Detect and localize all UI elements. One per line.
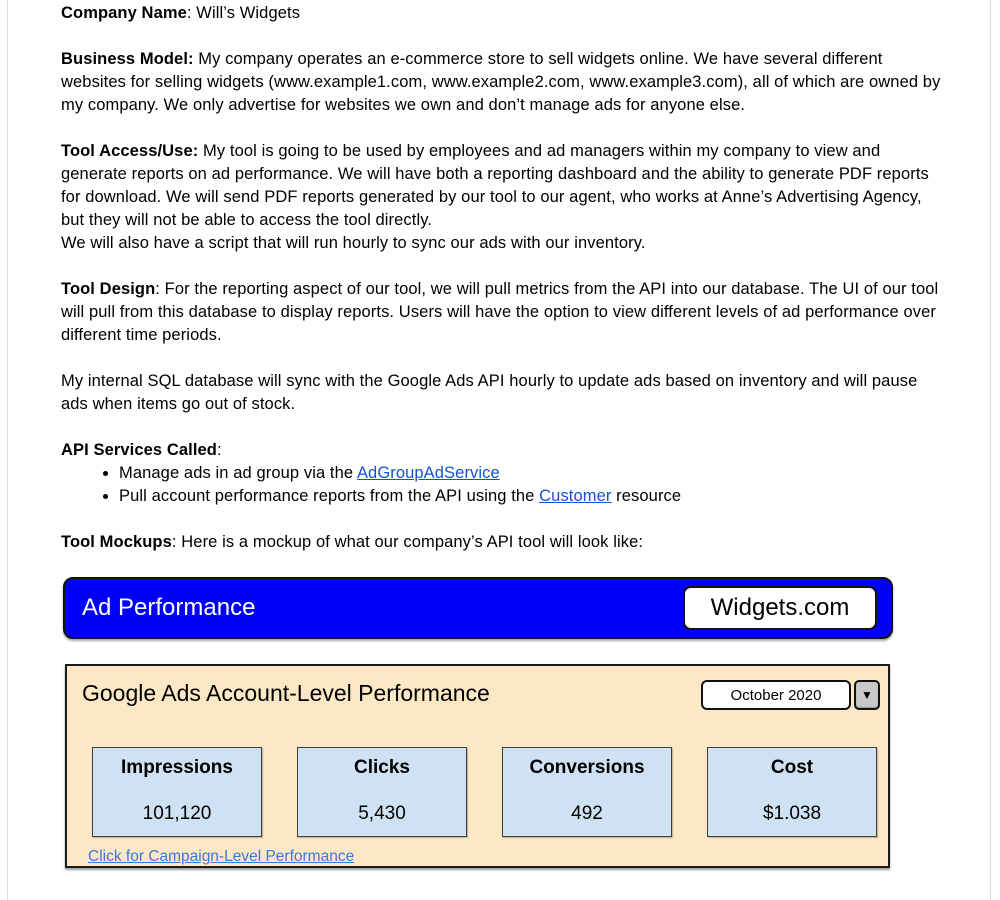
account-performance-panel xyxy=(65,664,890,868)
tool-access-text: My tool is going to be used by employees and ad managers within my company to view and generate reports on ad performance. We will have both a reporting dashboard and the ability to generate PDF reports for download. We will send PDF reports generated by our tool to our agent, who works at Anne’s Advertising Agency, but they will not be able to access the tool directly. xyxy=(61,142,929,229)
tool-access-script-note: We will also have a script that will run hourly to sync our ads with our inventory. xyxy=(61,234,646,252)
api-services-label: API Services Called xyxy=(61,441,217,459)
adgroupadservice-link[interactable]: AdGroupAdService xyxy=(356,464,500,482)
period-value[interactable]: October 2020 xyxy=(701,680,851,710)
metric-card-clicks xyxy=(297,747,467,837)
dropdown-arrow-icon[interactable]: ▼ xyxy=(854,680,880,710)
bullet-text: Pull account performance reports from the API using the xyxy=(119,487,540,505)
api-services-heading xyxy=(61,439,947,462)
mockup-header-bar xyxy=(63,577,893,639)
metric-value: 101,120 xyxy=(142,803,212,824)
tool-design-paragraph xyxy=(61,278,947,347)
panel-title: Google Ads Account-Level Performance xyxy=(82,680,490,706)
metric-label: Cost xyxy=(770,757,814,778)
company-name-label: Company Name xyxy=(61,4,187,22)
metric-label: Impressions xyxy=(121,757,233,778)
campaign-level-performance-link[interactable]: Click for Campaign-Level Performance xyxy=(88,848,355,865)
document-body xyxy=(8,0,990,554)
api-services-list xyxy=(61,462,947,508)
mockup-app-title: Ad Performance xyxy=(82,594,256,621)
tool-access-label: Tool Access/Use: xyxy=(61,142,199,160)
company-name-value: : Will’s Widgets xyxy=(186,4,301,22)
api-service-item-adgroupad xyxy=(119,462,947,485)
business-model-paragraph xyxy=(61,48,947,117)
document-page xyxy=(7,0,991,900)
business-model-text: My company operates an e-commerce store to sell widgets online. We have several different websites for selling widgets (www.example1.com, www.example2.com, www.example3.com), all of which are owned by my company. We only advertise for websites we own and don’t manage ads for anyone else. xyxy=(61,50,941,114)
tool-design-text: : For the reporting aspect of our tool, we will pull metrics from the API into our database. The UI of our tool will pull from this database to display reports. Users will have the option to view different levels of ad performance over different time periods. xyxy=(61,280,939,344)
api-service-item-customer xyxy=(119,485,947,508)
period-selector[interactable] xyxy=(701,680,880,710)
metric-value: 492 xyxy=(571,803,603,824)
metric-cards-row xyxy=(92,747,888,837)
metric-card-impressions xyxy=(92,747,262,837)
panel-title-row xyxy=(67,666,888,710)
bullet-text: Manage ads in ad group via the xyxy=(119,464,357,482)
api-services-colon: : xyxy=(216,441,222,459)
metric-label: Clicks xyxy=(354,757,410,778)
customer-link[interactable]: Customer xyxy=(539,487,612,505)
business-model-label: Business Model: xyxy=(61,50,194,68)
tool-mockups-paragraph xyxy=(61,531,947,554)
tool-mockups-label: Tool Mockups xyxy=(61,533,172,551)
sql-sync-paragraph: My internal SQL database will sync with the Google Ads API hourly to update ads based on inventory and will pause ads when items go out of stock. xyxy=(61,372,918,413)
metric-card-conversions xyxy=(502,747,672,837)
metric-card-cost xyxy=(707,747,877,837)
tool-mockups-text: : Here is a mockup of what our company’s API tool will look like: xyxy=(171,533,644,551)
widgets-site-button[interactable]: Widgets.com xyxy=(683,586,877,630)
tool-design-label: Tool Design xyxy=(61,280,156,298)
metric-value: $1.038 xyxy=(762,803,822,824)
tool-access-paragraph xyxy=(61,140,947,255)
metric-label: Conversions xyxy=(529,757,645,778)
bullet-text-post: resource xyxy=(611,487,682,505)
metric-value: 5,430 xyxy=(358,803,406,824)
company-name-line xyxy=(61,2,947,25)
